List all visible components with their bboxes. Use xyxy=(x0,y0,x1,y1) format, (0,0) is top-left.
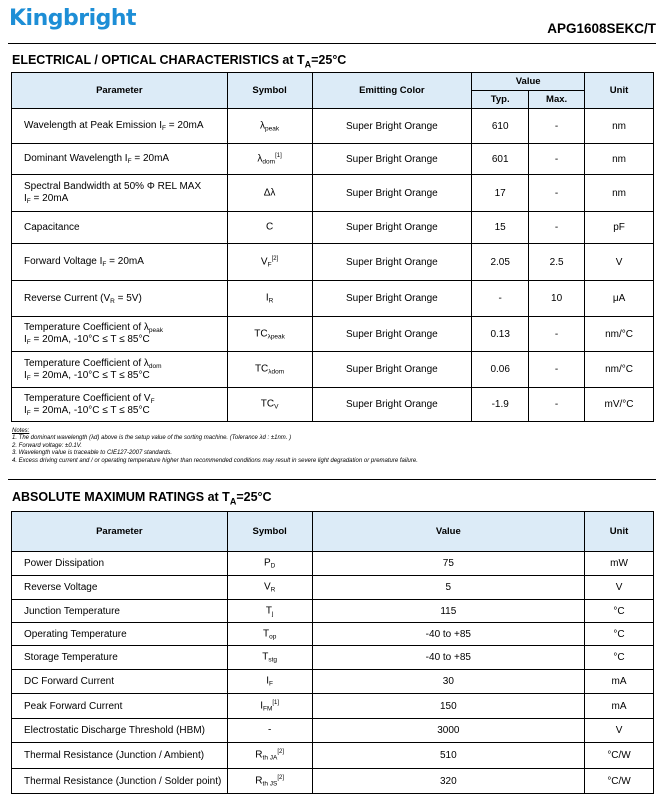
symbol-reference: [1] xyxy=(275,152,282,159)
amr-header-symbol: Symbol xyxy=(227,512,312,552)
emitting-color-cell: Super Bright Orange xyxy=(312,244,472,281)
value-cell: -40 to +85 xyxy=(312,623,584,646)
typ-value-cell: - xyxy=(472,281,529,317)
emitting-color-cell: Super Bright Orange xyxy=(312,175,472,212)
parameter-cell: Power Dissipation xyxy=(12,552,228,576)
symbol-text: P xyxy=(263,557,271,569)
symbol-subscript: F xyxy=(267,261,272,269)
eo-table-row xyxy=(12,281,654,317)
parameter-cell xyxy=(12,175,228,212)
parameter-cell xyxy=(12,212,228,244)
amr-table-row xyxy=(12,646,654,670)
parameter-text: = 20mA xyxy=(131,153,170,164)
parameter-cell xyxy=(12,388,228,422)
symbol-subscript: th JS xyxy=(262,780,278,788)
note-item: 2. Forward voltage: ±0.1V. xyxy=(12,442,82,449)
parameter-cell: Storage Temperature xyxy=(12,646,228,670)
symbol-subscript: λdom xyxy=(268,368,285,376)
symbol-cell xyxy=(227,670,312,694)
unit-cell: μA xyxy=(585,281,654,317)
emitting-color-cell: Super Bright Orange xyxy=(312,352,472,388)
symbol-cell xyxy=(227,743,312,769)
symbol-cell xyxy=(227,317,312,352)
amr-table-row xyxy=(12,694,654,719)
value-cell: 150 xyxy=(312,694,584,719)
note-item: 3. Wavelength value is traceable to CIE127-2007 standards. xyxy=(12,450,172,457)
parameter-cell: Electrostatic Discharge Threshold (HBM) xyxy=(12,719,228,743)
parameter-cell: Reverse Voltage xyxy=(12,576,228,600)
amr-table-row xyxy=(12,576,654,600)
typ-value-cell: 610 xyxy=(472,109,529,144)
symbol-reference: [2] xyxy=(271,255,279,262)
max-value-cell: - xyxy=(529,175,585,212)
parameter-cell: Peak Forward Current xyxy=(12,694,228,719)
eo-table-row xyxy=(12,212,654,244)
parameter-subscript: F xyxy=(102,261,107,268)
typ-value-cell: -1.9 xyxy=(472,388,529,422)
part-number: APG1608SEKC/T xyxy=(547,21,656,36)
emitting-color-cell: Super Bright Orange xyxy=(312,281,472,317)
symbol-cell xyxy=(227,109,312,144)
parameter-line xyxy=(24,293,223,305)
unit-cell: nm xyxy=(585,175,654,212)
emitting-color-cell: Super Bright Orange xyxy=(312,317,472,352)
eo-table-row xyxy=(12,144,654,175)
amr-header-unit: Unit xyxy=(585,512,654,552)
symbol-cell xyxy=(227,694,312,719)
eo-section-title: ELECTRICAL / OPTICAL CHARACTERISTICS at $T_A=25^\circ C$ xyxy=(12,53,347,70)
eo-header-value: Value xyxy=(472,73,585,91)
parameter-text: Temperature Coefficient of λ xyxy=(24,357,149,369)
symbol-text: I xyxy=(266,675,270,687)
eo-header-typ: Typ. xyxy=(472,91,529,109)
parameter-line xyxy=(24,370,223,382)
symbol-cell xyxy=(227,552,312,576)
parameter-cell: Thermal Resistance (Junction / Ambient) xyxy=(12,743,228,769)
parameter-text: I xyxy=(24,193,27,204)
symbol-cell xyxy=(227,144,312,175)
unit-cell: nm xyxy=(585,109,654,144)
parameter-subscript: F xyxy=(26,409,31,417)
parameter-text: = 20mA, -10°C ≤ T ≤ 85°C xyxy=(30,369,150,381)
parameter-text: = 20mA xyxy=(166,120,204,131)
parameter-line xyxy=(24,120,223,132)
eo-table-row xyxy=(12,109,654,144)
symbol-subscript: D xyxy=(270,562,276,570)
max-value-cell: - xyxy=(529,144,585,175)
symbol-cell xyxy=(227,769,312,794)
symbol-text: TC xyxy=(254,363,269,375)
parameter-text: = 20mA, -10°C ≤ T ≤ 85°C xyxy=(30,334,150,345)
eo-header-symbol: Symbol xyxy=(227,73,312,109)
symbol-text: - xyxy=(267,724,272,736)
parameter-subscript: peak xyxy=(148,327,163,334)
parameter-text: I xyxy=(24,404,27,416)
parameter-line xyxy=(24,322,223,334)
symbol-subscript: R xyxy=(270,586,276,594)
value-cell: 510 xyxy=(312,743,584,769)
unit-cell: mV/°C xyxy=(585,388,654,422)
emitting-color-cell: Super Bright Orange xyxy=(312,212,472,244)
symbol-text: V xyxy=(260,256,268,268)
parameter-cell xyxy=(12,281,228,317)
parameter-cell: Thermal Resistance (Junction / Solder point) xyxy=(12,769,228,794)
eo-table-row xyxy=(12,175,654,212)
symbol-cell xyxy=(227,388,312,422)
symbol-subscript: th JA xyxy=(262,754,278,762)
amr-table-row xyxy=(12,743,654,769)
typ-value-cell: 17 xyxy=(472,175,529,212)
unit-cell: mA xyxy=(585,670,654,694)
eo-characteristics-table xyxy=(11,72,654,422)
parameter-text: = 20mA xyxy=(30,193,69,204)
eo-table-row xyxy=(12,352,654,388)
section-divider xyxy=(8,479,656,480)
notes-heading: Notes: xyxy=(12,428,30,434)
eo-header-emitting-color: Emitting Color xyxy=(312,73,472,109)
unit-cell: mW xyxy=(585,552,654,576)
unit-cell: pF xyxy=(585,212,654,244)
symbol-reference: [2] xyxy=(277,774,284,781)
symbol-text: R xyxy=(255,749,263,761)
unit-cell: °C xyxy=(585,600,654,623)
parameter-text: Reverse Current (V xyxy=(24,292,111,304)
symbol-text: I xyxy=(260,700,263,712)
value-cell: 75 xyxy=(312,552,584,576)
amr-table-row xyxy=(12,552,654,576)
note-item: 1. The dominant wavelength (λd) above is the setup value of the sorting machine. (Tolerance λd : ±1nm. ) xyxy=(12,435,292,442)
eo-header-unit: Unit xyxy=(585,73,654,109)
eo-table-row xyxy=(12,388,654,422)
symbol-subscript: λpeak xyxy=(267,333,285,341)
unit-cell: nm/°C xyxy=(585,317,654,352)
parameter-cell: DC Forward Current xyxy=(12,670,228,694)
parameter-subscript: F xyxy=(162,125,167,132)
parameter-line xyxy=(24,256,223,268)
parameter-cell xyxy=(12,144,228,175)
typ-value-cell: 0.13 xyxy=(472,317,529,352)
symbol-subscript: F xyxy=(269,680,274,688)
value-cell: 5 xyxy=(312,576,584,600)
symbol-subscript: V xyxy=(274,403,279,411)
unit-cell: nm xyxy=(585,144,654,175)
unit-cell: nm/°C xyxy=(585,352,654,388)
parameter-line xyxy=(24,153,223,165)
symbol-text: T xyxy=(262,651,269,663)
symbol-text: TC xyxy=(254,328,268,340)
unit-cell: mA xyxy=(585,694,654,719)
amr-header-parameter: Parameter xyxy=(12,512,228,552)
symbol-cell xyxy=(227,175,312,212)
symbol-cell xyxy=(227,244,312,281)
unit-cell: °C/W xyxy=(585,743,654,769)
amr-table-row xyxy=(12,600,654,623)
symbol-cell xyxy=(227,352,312,388)
value-cell: 3000 xyxy=(312,719,584,743)
unit-cell: V xyxy=(585,576,654,600)
symbol-cell xyxy=(227,646,312,670)
parameter-subscript: F xyxy=(150,397,155,405)
unit-cell: V xyxy=(585,719,654,743)
parameter-text: Temperature Coefficient of V xyxy=(24,392,151,404)
max-value-cell: 2.5 xyxy=(529,244,585,281)
unit-cell: °C xyxy=(585,623,654,646)
symbol-text: V xyxy=(263,581,271,593)
symbol-text: λ xyxy=(260,120,266,132)
value-cell: -40 to +85 xyxy=(312,646,584,670)
max-value-cell: 10 xyxy=(529,281,585,317)
typ-value-cell: 15 xyxy=(472,212,529,244)
parameter-text: I xyxy=(24,369,27,381)
parameter-line xyxy=(24,393,223,405)
symbol-text: T xyxy=(265,605,272,617)
note-item: 4. Excess driving current and / or operating temperature higher than recommended conditions may result in severe light degradation or premature failure. xyxy=(12,457,418,464)
parameter-line xyxy=(24,358,223,370)
max-value-cell: - xyxy=(529,388,585,422)
parameter-text: = 20mA xyxy=(106,256,144,267)
parameter-cell xyxy=(12,109,228,144)
amr-ratings-table xyxy=(11,511,654,794)
parameter-subscript: F xyxy=(127,158,132,165)
parameter-cell: Junction Temperature xyxy=(12,600,228,623)
symbol-text: I xyxy=(265,292,269,304)
parameter-text: Wavelength at Peak Emission I xyxy=(24,120,163,131)
parameter-cell xyxy=(12,352,228,388)
eo-table-row xyxy=(12,317,654,352)
parameter-cell: Operating Temperature xyxy=(12,623,228,646)
symbol-subscript: dom xyxy=(262,158,276,166)
parameter-cell xyxy=(12,244,228,281)
parameter-text: Capacitance xyxy=(24,221,80,233)
typ-value-cell: 2.05 xyxy=(472,244,529,281)
unit-cell: °C xyxy=(585,646,654,670)
parameter-subscript: R xyxy=(110,297,115,305)
symbol-cell xyxy=(227,600,312,623)
symbol-reference: [2] xyxy=(277,749,284,756)
parameter-line xyxy=(24,193,223,205)
symbol-subscript: R xyxy=(268,297,274,305)
symbol-cell xyxy=(227,576,312,600)
parameter-line xyxy=(24,222,223,234)
symbol-cell xyxy=(227,623,312,646)
eo-notes xyxy=(12,428,418,465)
emitting-color-cell: Super Bright Orange xyxy=(312,144,472,175)
value-cell: 30 xyxy=(312,670,584,694)
max-value-cell: - xyxy=(529,212,585,244)
symbol-text: C xyxy=(265,221,274,233)
symbol-text: TC xyxy=(260,398,275,410)
amr-table-row xyxy=(12,719,654,743)
max-value-cell: - xyxy=(529,352,585,388)
amr-section-title: ABSOLUTE MAXIMUM RATINGS at $T_A=25^\circ C$ xyxy=(12,490,272,507)
symbol-subscript: j xyxy=(271,610,274,618)
unit-cell: °C/W xyxy=(585,769,654,794)
parameter-subscript: F xyxy=(26,339,31,346)
parameter-text: Dominant Wavelength I xyxy=(24,153,128,164)
symbol-subscript: op xyxy=(269,633,277,641)
parameter-subscript: F xyxy=(26,374,31,382)
symbol-text: λ xyxy=(257,153,263,165)
amr-table-row xyxy=(12,769,654,794)
parameter-text: Temperature Coefficient of λ xyxy=(24,322,149,333)
symbol-subscript: peak xyxy=(265,125,280,133)
unit-cell: V xyxy=(585,244,654,281)
typ-value-cell: 601 xyxy=(472,144,529,175)
symbol-text: R xyxy=(255,775,263,787)
symbol-cell xyxy=(227,719,312,743)
parameter-text: Spectral Bandwidth at 50% Φ REL MAX xyxy=(24,181,202,192)
eo-header-parameter: Parameter xyxy=(12,73,228,109)
parameter-text: Forward Voltage I xyxy=(24,256,103,267)
max-value-cell: - xyxy=(529,109,585,144)
parameter-text: = 20mA, -10°C ≤ T ≤ 85°C xyxy=(30,404,150,416)
symbol-cell xyxy=(227,281,312,317)
parameter-cell xyxy=(12,317,228,352)
parameter-subscript: dom xyxy=(148,362,162,370)
max-value-cell: - xyxy=(529,317,585,352)
emitting-color-cell: Super Bright Orange xyxy=(312,109,472,144)
eo-header-max: Max. xyxy=(529,91,585,109)
symbol-text: Δλ xyxy=(263,187,276,199)
parameter-line xyxy=(24,405,223,417)
amr-header-value: Value xyxy=(312,512,584,552)
parameter-text: = 5V) xyxy=(114,292,142,304)
amr-table-row xyxy=(12,623,654,646)
parameter-subscript: F xyxy=(26,198,31,205)
symbol-text: T xyxy=(262,628,270,640)
typ-value-cell: 0.06 xyxy=(472,352,529,388)
symbol-cell xyxy=(227,212,312,244)
symbol-subscript: FM xyxy=(263,705,273,713)
emitting-color-cell: Super Bright Orange xyxy=(312,388,472,422)
kingbright-logo: Kingbright xyxy=(9,6,137,31)
eo-table-row xyxy=(12,244,654,281)
symbol-reference: [1] xyxy=(272,699,280,706)
parameter-text: I xyxy=(24,334,27,345)
parameter-line xyxy=(24,181,223,193)
amr-table-row xyxy=(12,670,654,694)
header-divider xyxy=(8,43,656,44)
value-cell: 320 xyxy=(312,769,584,794)
symbol-subscript: stg xyxy=(268,656,278,664)
parameter-line xyxy=(24,334,223,346)
value-cell: 115 xyxy=(312,600,584,623)
